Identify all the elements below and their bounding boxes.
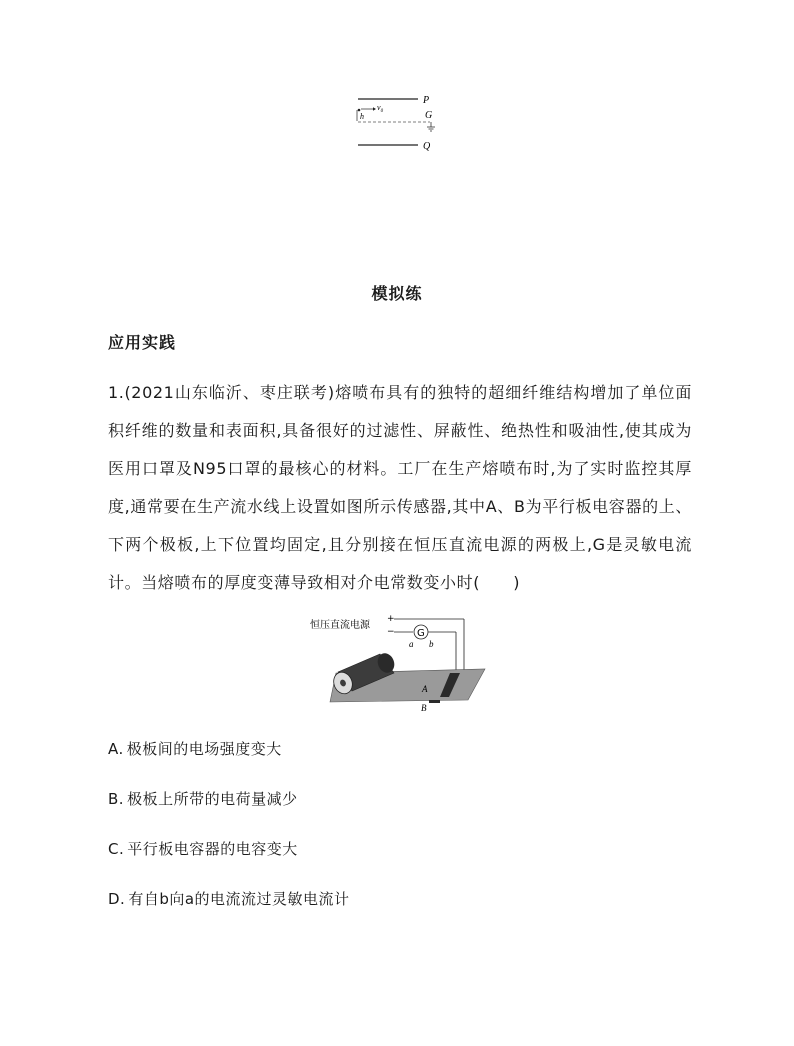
particle-dot bbox=[358, 109, 361, 112]
plate-q-label: Q bbox=[423, 141, 431, 152]
option-letter: D. bbox=[108, 890, 126, 908]
option-text: 极板间的电场强度变大 bbox=[126, 740, 282, 758]
plus-sign: + bbox=[387, 614, 395, 624]
option-b[interactable] bbox=[108, 788, 298, 809]
option-c[interactable] bbox=[108, 838, 298, 859]
terminal-b-label: b bbox=[429, 639, 434, 649]
terminal-a-label: a bbox=[409, 639, 414, 649]
option-a[interactable] bbox=[108, 738, 282, 759]
section-title: 模拟练 bbox=[371, 284, 423, 303]
sensor-diagram bbox=[300, 612, 490, 716]
option-text: 有自b向a的电流流过灵敏电流计 bbox=[128, 890, 350, 908]
plate-b-label: B bbox=[421, 703, 427, 713]
option-letter: C. bbox=[108, 840, 125, 858]
option-d[interactable] bbox=[108, 888, 350, 909]
galvanometer-label: G bbox=[417, 628, 425, 639]
plate-p-label: P bbox=[423, 95, 430, 106]
question-1 bbox=[108, 374, 692, 602]
option-text: 平行板电容器的电容变大 bbox=[127, 840, 298, 858]
minus-sign: − bbox=[387, 627, 395, 637]
question-number: 1. bbox=[108, 383, 125, 402]
grid-g-label: G bbox=[425, 110, 433, 121]
question-text: 熔喷布具有的独特的超细纤维结构增加了单位面积纤维的数量和表面积,具备很好的过滤性、屏蔽性、绝热性和吸油性,使其成为医用口罩及N95口罩的最核心的材料。工厂在生产熔喷布时,为了实时监控其厚度,通常要在生产流水线上设置如图所示传感器,其中A、B为平行板电容器的上、下两个极板,上下位置均固定,且分别接在恒压直流电源的两极上,G是灵敏电流计。当熔喷布的厚度变薄导致相对介电常数变小时( ) bbox=[108, 383, 692, 592]
height-label: h bbox=[360, 112, 364, 121]
subsection-title: 应用实践 bbox=[108, 333, 177, 352]
plate-a-label: A bbox=[422, 684, 428, 694]
plate-b-rect bbox=[429, 700, 440, 703]
question-source: (2021山东临沂、枣庄联考) bbox=[124, 383, 335, 402]
option-text: 极板上所带的电荷量减少 bbox=[127, 790, 298, 808]
option-letter: A. bbox=[108, 740, 124, 758]
power-supply-label: 恒压直流电源 bbox=[310, 620, 370, 631]
velocity-arrowhead bbox=[373, 107, 376, 110]
velocity-label: $v_0$ bbox=[377, 103, 384, 114]
option-letter: B. bbox=[108, 790, 125, 808]
capacitor-plates-figure bbox=[350, 88, 450, 154]
